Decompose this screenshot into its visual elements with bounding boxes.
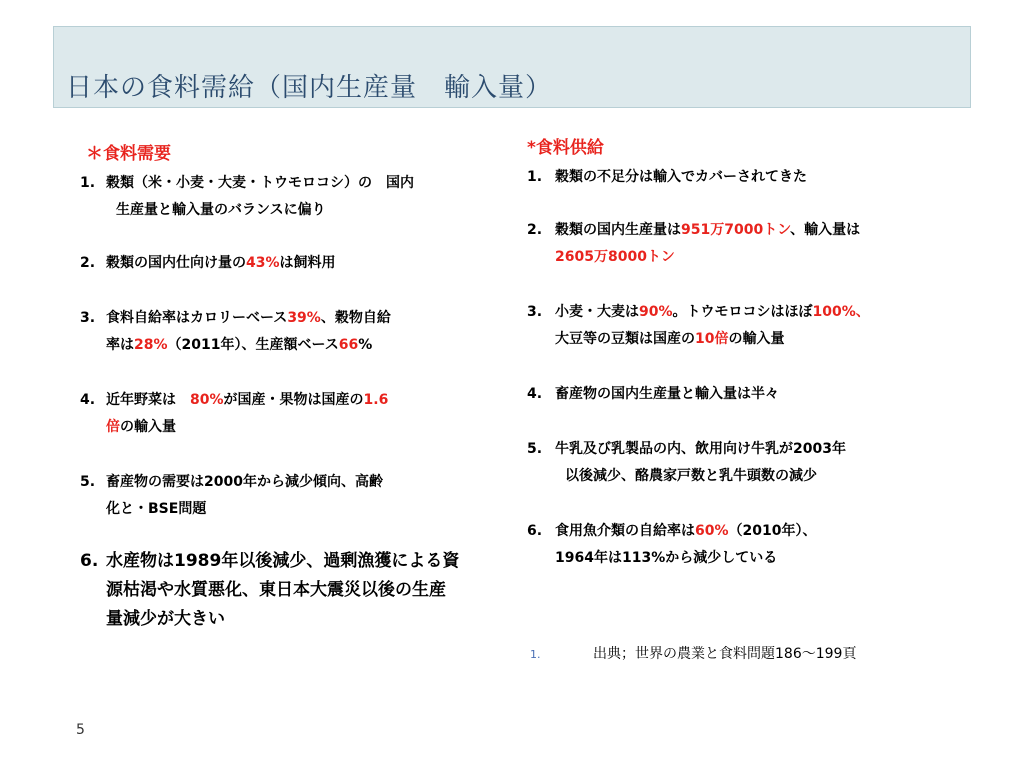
food-supply-column	[527, 135, 997, 572]
demand-item-1	[80, 170, 520, 224]
title-bar	[53, 26, 971, 108]
item-text: 以後減少、酪農家戸数と乳牛頭数の減少	[565, 468, 817, 484]
item-text: 小麦・大麦は	[555, 304, 639, 320]
item-text: 率は	[106, 337, 134, 353]
item-text: （2011年）、生産額ベース	[167, 337, 339, 353]
item-text: 穀類の国内仕向け量の	[106, 255, 246, 271]
item-text: 牛乳及び乳製品の内、飲用向け牛乳が2003年	[555, 441, 846, 457]
item-number: 5.	[80, 474, 96, 490]
item-text: 源枯渇や水質悪化、東日本大震災以後の生産	[106, 580, 446, 600]
item-text: 、穀物自給	[320, 310, 391, 326]
demand-item-2	[80, 250, 520, 277]
item-number: 4.	[80, 392, 96, 408]
source-citation	[530, 643, 856, 663]
supply-item-3	[527, 299, 997, 326]
item-text: 生産量と輸入量のバランスに偏り	[116, 202, 326, 218]
item-number: 4.	[527, 386, 543, 402]
citation-text: 出典；世界の農業と食料問題186～199頁	[593, 646, 857, 662]
item-text: 大豆等の豆類は国産の	[555, 331, 695, 347]
item-number: 5.	[527, 441, 543, 457]
item-text: 穀類の国内生産量は	[555, 222, 681, 238]
highlight-value: 39%	[287, 310, 321, 326]
item-number: 1.	[80, 175, 96, 191]
highlight-value: 100%、	[812, 304, 870, 320]
item-text: は飼料用	[279, 255, 336, 271]
item-text: 量減少が大きい	[106, 609, 225, 629]
item-text: 食料自給率はカロリーベース	[106, 310, 288, 326]
item-text: （2010年）、	[728, 523, 817, 539]
highlight-value: 60%	[695, 523, 729, 539]
demand-item-5	[80, 469, 520, 523]
supply-item-4	[527, 381, 997, 408]
item-text: の輸入量	[728, 331, 785, 347]
highlight-value: 66	[338, 337, 359, 353]
item-text: 水産物は1989年以後減少、過剰漁獲による資	[106, 551, 460, 571]
highlight-value: 1.6	[363, 392, 389, 408]
highlight-value: 2605万8000トン	[555, 249, 675, 265]
supply-item-1	[527, 164, 997, 191]
supply-item-6	[527, 518, 997, 545]
item-text: 穀類の不足分は輸入でカバーされてきた	[555, 169, 807, 185]
item-number: 2.	[80, 255, 96, 271]
item-number: 6.	[527, 523, 543, 539]
highlight-value: 80%	[190, 392, 224, 408]
slide-title: 日本の食料需給（国内生産量 輸入量）	[66, 73, 553, 103]
citation-number: 1.	[530, 648, 541, 661]
item-text: 近年野菜は	[106, 392, 190, 408]
food-supply-heading: *食料供給	[527, 138, 604, 158]
food-demand-column	[80, 141, 520, 634]
highlight-value: 951万7000トン	[681, 222, 791, 238]
demand-item-3	[80, 305, 520, 332]
item-number: 6.	[80, 551, 99, 571]
item-text: の輸入量	[120, 419, 176, 435]
highlight-value: 倍	[106, 419, 120, 435]
item-number: 3.	[527, 304, 543, 320]
supply-item-5	[527, 436, 997, 490]
food-demand-heading: ＊食料需要	[86, 144, 171, 164]
item-text: %	[358, 337, 373, 353]
item-text: 、輸入量は	[790, 222, 861, 238]
item-text: が国産・果物は国産の	[223, 392, 364, 408]
item-text: 穀類（米・小麦・大麦・トウモロコシ）の 国内	[106, 175, 414, 191]
item-text: 畜産物の国内生産量と輸入量は半々	[555, 386, 779, 402]
item-number: 3.	[80, 310, 96, 326]
highlight-value: 28%	[134, 337, 168, 353]
highlight-value: 90%	[639, 304, 673, 320]
page-number: 5	[76, 722, 85, 738]
item-number: 2.	[527, 222, 543, 238]
demand-item-6	[80, 547, 520, 634]
item-text: 1964年は113%から減少している	[555, 550, 778, 566]
demand-item-4	[80, 387, 520, 414]
highlight-value: 43%	[246, 255, 280, 271]
item-text: 化と・BSE問題	[106, 501, 207, 517]
supply-item-2	[527, 217, 997, 244]
item-text: 。トウモロコシはほぼ	[672, 304, 813, 320]
item-number: 1.	[527, 169, 543, 185]
highlight-value: 10倍	[695, 331, 729, 347]
item-text: 畜産物の需要は2000年から減少傾向、高齢	[106, 474, 383, 490]
item-text: 食用魚介類の自給率は	[555, 523, 695, 539]
